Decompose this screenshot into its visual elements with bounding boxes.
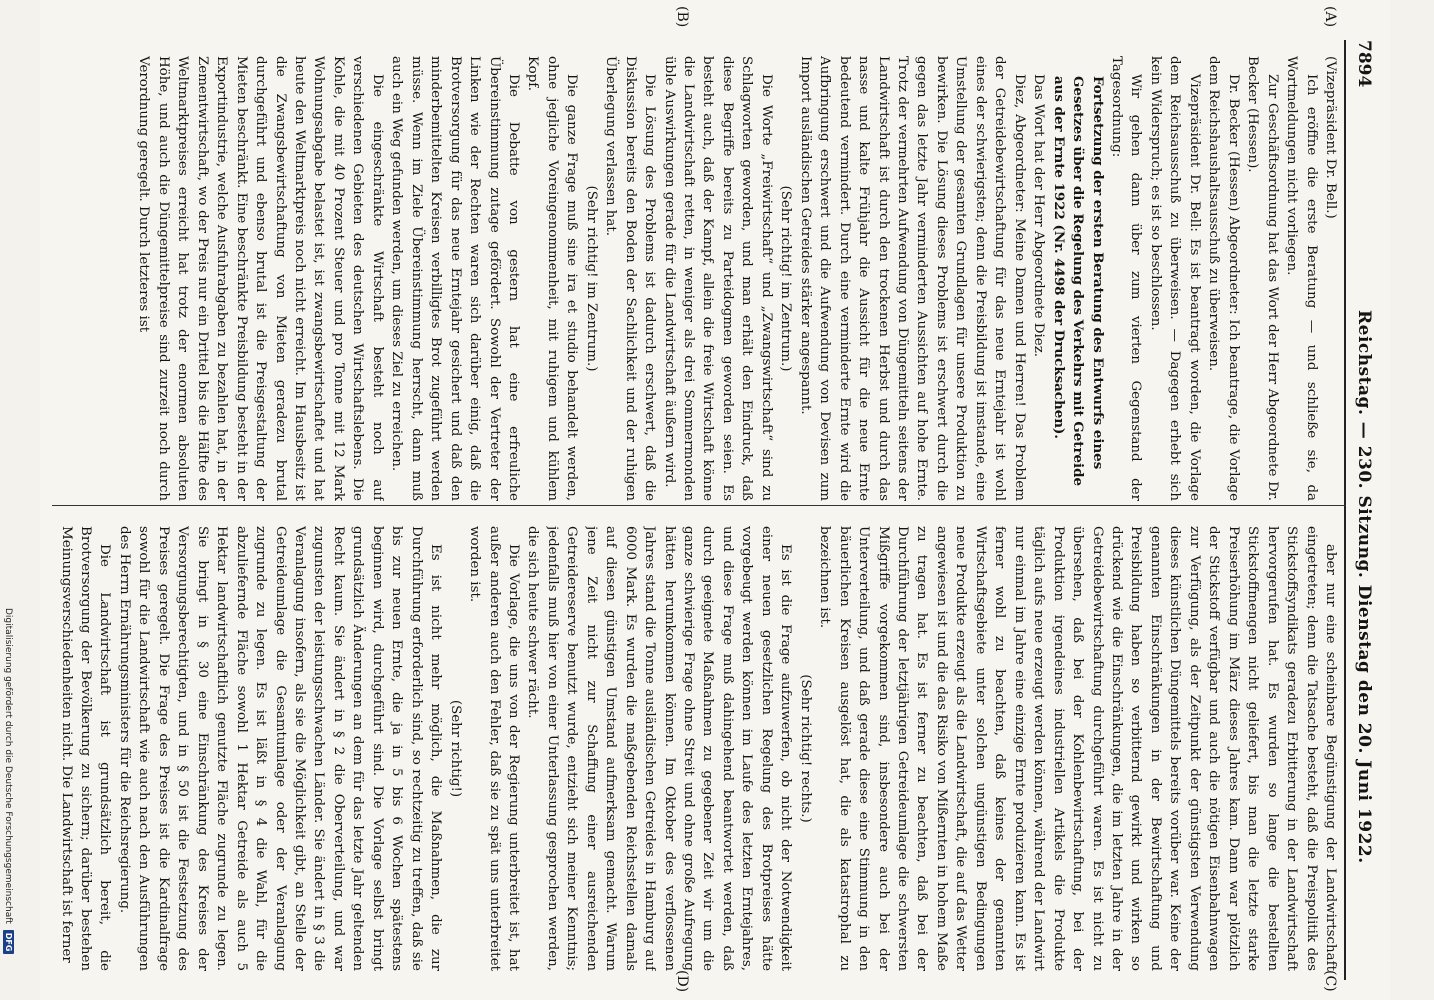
interjection: (Sehr richtig! rechts.) <box>797 674 813 823</box>
left-column <box>50 56 1340 501</box>
paragraph: Wir gehen dann über zum vierten Gegenstand der Tagesordnung: <box>1109 56 1144 501</box>
paragraph: Zur Geschäftsordnung hat das Wort der Herr Abgeordnete Dr. Becker (Hessen). <box>1245 56 1280 501</box>
interjection: (Sehr richtig!) <box>447 699 463 798</box>
margin-letter-b: (B) <box>674 6 690 28</box>
paragraph: Die Debatte von gestern hat eine erfreuliche Übereinstimmung zutage gefördert. Sowohl der Vertreter der Linken wie der Rechten waren sich darüber einig, daß die Brotversorgung für das neue Erntejahr gesichert und daß den minderbemittelten Kreisen verbilligtes Brot zugeführt werden müsse. Wenn im Ziele Übereinstimmung herrscht, dann muß auch ein Weg gefunden werden, um dieses Ziel zu erreichen. <box>389 56 521 501</box>
margin-letter-d: (D) <box>674 970 690 993</box>
dfg-logo: DFG <box>3 930 14 955</box>
paragraph: Dr. Becker (Hessen) Abgeordneter: Ich beantrage, die Vorlage dem Reichshaushaltsausschuß zu überweisen. <box>1206 56 1241 501</box>
paragraph: Die ganze Frage muß sine ira et studio behandelt werden, ohne jegliche Voreingenommenheit, mit ruhigem und kühlem Kopf. <box>525 56 580 501</box>
paragraph: Die Worte „Freiwirtschaft“ und „Zwangswirtschaft“ sind zu Schlagworten geworden, und man erhält den Eindruck, daß diese Begriffe bereits zu Parteidogmen geworden seien. Es besteht auch, daß der Kampf, allein die freie Wirtschaft könne die Landwirtschaft retten, in weniger als drei Sommermonden üble Auswirkungen gerade für die Landwirtschaft äußern wird. <box>661 56 774 501</box>
paragraph: Die Landwirtschaft ist grundsätzlich bereit, die Brotversorgung der Bevölkerung zu sichern; darüber bestehen Meinungsverschiedenheiten nicht. Die Landwirtschaft ist ferner <box>58 526 113 971</box>
paragraph: Diez, Abgeordneter: Meine Damen und Herren! Das Problem der Getreidebewirtschaftung für das neue Erntejahr ist wohl eines der schwierigsten; denn die Preisbildung ist imstande, eine Umstellung der gesamten Grundlagen für unsere Produktion zu bewirken. Die Lösung dieses Problems ist erschwert durch die gegen das letzte Jahr verminderten Aussichten auf hohe Ernte. Trotz der vermehrten Aufwendung von Düngemitteln seitens der Landwirtschaft ist durch den trockenen Herbst und durch das nasse und kalte Frühjahr die Aussicht für die neue Ernte bedeutend vermindert. Durch eine verminderte Ernte wird die Aufbringung erschwert und die Aufwendung von Devisen zum Import ausländischen Getreides stärker angespannt. <box>797 56 1027 501</box>
paragraph: Es ist nicht mehr möglich, die Maßnahmen, die zur Durchführung erforderlich sind, so rechtzeitig zu treffen, daß sie bis zur neuen Ernte, die ja in 5 bis 6 Wochen spätestens beginnen wird, durchgeführt sind. Die Vorlage selbst bringt grundsätzlich Änderungen an dem für das letzte Jahr geltenden Recht kaum. Sie ändert in § 2 die Oberverteilung, und war zugunsten der leistungsschwachen Länder. Sie ändert in § 3 die Veranlagung insofern, als sie die Möglichkeit gibt, an Stelle der Getreideumlage die Gesamtumlage oder der Veranlagung zugrunde zu legen. Es ist läßt in § 4 die Wahl, für die abzuliefernde Fläche sowohl 1 Hektar Getreide als auch 5 Hektar landwirtschaftlich genutzte Fläche zugrunde zu legen. Sie bringt in § 30 eine Einschränkung des Kreises der Versorgungsberechtigten, und in § 50 ist die Festsetzung des Preises geregelt. Die Frage des Preises ist die Kardinalfrage sowohl für die Landwirtschaft wie auch nach den Ausführungen des Herrn Ernährungsministers für die Reichsregierung. <box>116 526 444 971</box>
running-title: Reichstag. — 230. Sitzung. Dienstag den 20. Juni 1922. <box>1354 310 1374 864</box>
funding-credit: Digitalisierung gefördert durch die Deutsche Forschungsgemeinschaft <box>3 608 14 924</box>
page-header <box>1348 40 1374 974</box>
agenda-item: Fortsetzung der ersten Beratung des Entwurfs eines Gesetzes über die Regelung des Verkehrs mit Getreide aus der Ernte 1922 (Nr. 4498 der Drucksachen). <box>1050 76 1106 486</box>
paragraph: (Vizepräsident Dr. Bell.) <box>1323 56 1338 219</box>
interjection: (Sehr richtig! im Zentrum.) <box>778 185 794 372</box>
paragraph: Die eingeschränkte Wirtschaft besteht noch auf verschiedenen Gebieten des deutschen Wirtschaftslebens. Die Kohle, die mit 40 Prozent Steuer und pro Tonne mit 12 Mark Wohnungsabgabe belastet ist, ist zwangsbewirtschaftet und hat heute den Weltmarktpreis noch nicht erreicht. Im Hausbesitz ist die Zwangsbewirtschaftung von Mieten geradezu brutal durchgeführt und ebenso brutal ist die Preisgestaltung der Mieten beschränkt. Eine beschränkte Preisbildung besteht in der Exportindustrie, welche Ausfuhrabgaben zu bezahlen hat, in der Zementwirtschaft, wo der Preis nur ein Drittel bis die Hälfte des Weltmarktpreises erreicht hat trotz der enormen absoluten Höhe, und auch die Düngemittelpreise sind zurzeit noch durch Verordnung geregelt. Durch letzteres ist <box>136 56 385 501</box>
footer-credit-strip <box>2 608 16 994</box>
paragraph: Vizepräsident Dr. Bell: Es ist beantragt worden, die Vorlage dem Reichsausschuß zu überweisen. — Dagegen erhebt sich kein Widerspruch; es ist so beschlossen. <box>1147 56 1202 501</box>
margin-letter-a: (A) <box>1322 6 1338 28</box>
column-divider <box>52 505 1346 506</box>
interjection: (Sehr richtig! im Zentrum.) <box>583 185 599 372</box>
paragraph: Die Lösung des Problems ist dadurch erschwert, daß die Diskussion bereits den Boden der Sachlichkeit und der ruhigen Überlegung verlassen hat. <box>603 56 658 501</box>
paragraph: aber nur eine scheinbare Begünstigung der Landwirtschaft eingetreten; denn die Tatsache besteht, daß die Preispolitik des Stickstoffsyndikats geradezu Erbitterung in der Landwirtschaft hervorgerufen hat. Es wurden so lange die bestellten Stickstoffmengen nicht geliefert, bis man die letzte starke Preiserhöhung im März dieses Jahres kam. Dann war plötzlich der Stickstoff verfügbar und auch die nötigen Eisenbahnwagen zur Verfügung, als der Zeitpunkt der günstigsten Verwendung dieses künstlichen Düngemittels bereits vorüber war. Keine der genannten Einschränkungen in der Bewirtschaftung und Preisbildung haben so verbitternd gewirkt und wirken so drückend wie die Einschränkungen, die im letzten Jahre in der Getreidebewirtschaftung durchgeführt waren. Es ist nicht zu übersehen, daß bei der Kohlenbewirtschaftung, bei der Produktion irgendeines industriellen Artikels die Produkte täglich aufs neue erzeugt werden können, während der Landwirt nur einmal im Jahre eine einzige Ernte produzieren kann. Es ist ferner wohl zu beachten, daß keines der genannten Wirtschaftsgebiete unter solchen ungünstigen Bedingungen neue Produkte erzeugt als die Landwirtschaft, die auf das Wetter angewiesen ist und die das Risiko von Mißernten in hohem Maße zu tragen hat. Es ist ferner zu beachten, daß bei der Durchführung der letztjährigen Getreideumlage die schwersten Mißgriffe vorgekommen sind, insbesondere auch bei der Unterverteilung, und daß gerade diese eine Stimmung in den bäuerlichen Kreisen ausgelöst hat, die als katastrophal zu bezeichnen ist. <box>817 526 1338 971</box>
scanned-page <box>40 0 1390 1000</box>
paragraph: Das Wort hat der Herr Abgeordnete Diez. <box>1031 74 1047 358</box>
right-column <box>50 526 1340 971</box>
paragraph: Die Vorlage, die uns von der Regierung unterbreitet ist, hat außer anderen auch den Fehler, daß sie zu spät uns unterbreitet worden ist. <box>467 526 521 971</box>
paragraph: Ich eröffne die erste Beratung — und schließe sie, da Wortmeldungen nicht vorliegen. <box>1284 56 1319 501</box>
page-number: 7894 <box>1354 40 1374 88</box>
paragraph: Es ist die Frage aufzuwerfen, ob nicht der Notwendigkeit einer neuen gesetzlichen Regelung des Brotpreises hätte vorgebeugt werden können im Laufe des letzten Erntejahres, und diese Frage muß dahingehend beantwortet werden, daß durch geeignete Maßnahmen zu gegebener Zeit wir um die ganze schwierige Frage ohne Streit und ohne große Aufregung hätten herumkommen können. Im Oktober des verflossenen Jahres stand die Tonne ausländischen Getreides in Hamburg auf 6000 Mark. Es wurden die maßgebenden Reichsstellen damals auf diesen günstigen Umstand aufmerksam gemacht. Warum jene Zeit nicht zur Schaffung einer ausreichenden Getreidereserve benutzt wurde, entzieht sich meiner Kenntnis; jedenfalls muß hier von einer Unterlassung gesprochen werden, die sich heute schwer rächt. <box>525 526 794 971</box>
header-rule <box>1344 40 1346 980</box>
margin-letter-c: (C) <box>1322 970 1338 992</box>
